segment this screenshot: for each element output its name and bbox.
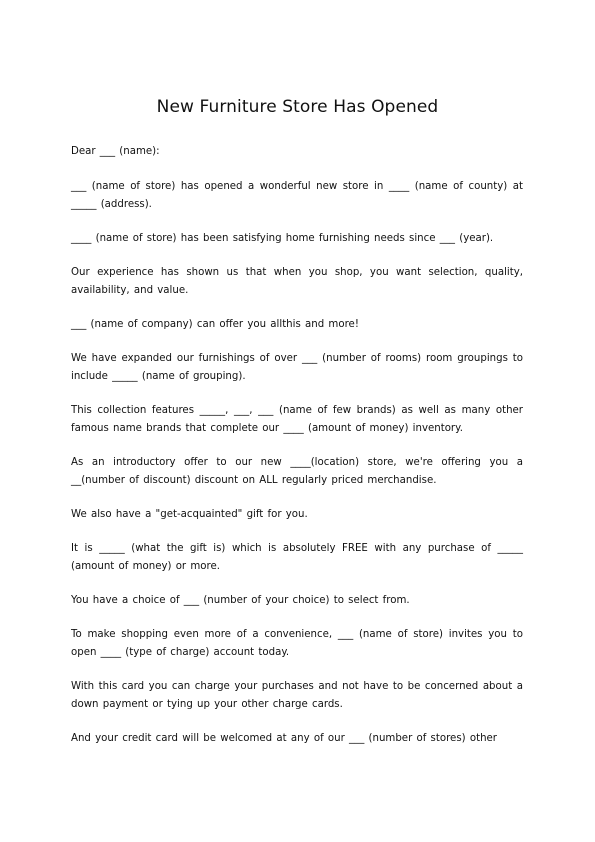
- paragraph-since-year: ____ (name of store) has been satisfying home furnishing needs since ___ (year).: [71, 233, 494, 244]
- paragraph-offer: ___ (name of company) can offer you allthis and more!: [71, 319, 359, 330]
- paragraph-introductory-offer: As an introductory offer to our new ____(location) store, we're offering you a __(number of discount) discount on ALL regularly priced merchandise.: [71, 457, 523, 486]
- document-title: New Furniture Store Has Opened: [156, 97, 439, 117]
- paragraph-choice: You have a choice of ___ (number of your choice) to select from.: [71, 595, 410, 606]
- paragraph-collection: This collection features _____, ___, ___ (name of few brands) as well as many other famous name brands that complete our ____ (amount of money) inventory.: [71, 405, 523, 434]
- paragraph-expanded: We have expanded our furnishings of over ___ (number of rooms) room groupings to include _____ (name of grouping).: [71, 353, 523, 382]
- paragraph-store-opening: ___ (name of store) has opened a wonderful new store in ____ (name of county) at _____ (address).: [71, 181, 523, 210]
- paragraph-credit-card: And your credit card will be welcomed at any of our ___ (number of stores) other: [71, 733, 497, 744]
- paragraph-card: With this card you can charge your purchases and not have to be concerned about a down payment or tying up your other charge cards.: [71, 681, 523, 710]
- salutation: Dear ___ (name):: [71, 146, 160, 157]
- paragraph-gift-details: It is _____ (what the gift is) which is absolutely FREE with any purchase of _____ (amount of money) or more.: [71, 543, 523, 572]
- paragraph-charge-account: To make shopping even more of a convenience, ___ (name of store) invites you to open ____ (type of charge) account today.: [71, 629, 523, 658]
- letter-body: [71, 143, 523, 764]
- paragraph-experience: Our experience has shown us that when you shop, you want selection, quality, availability, and value.: [71, 267, 523, 296]
- paragraph-gift: We also have a "get-acquainted" gift for you.: [71, 509, 308, 520]
